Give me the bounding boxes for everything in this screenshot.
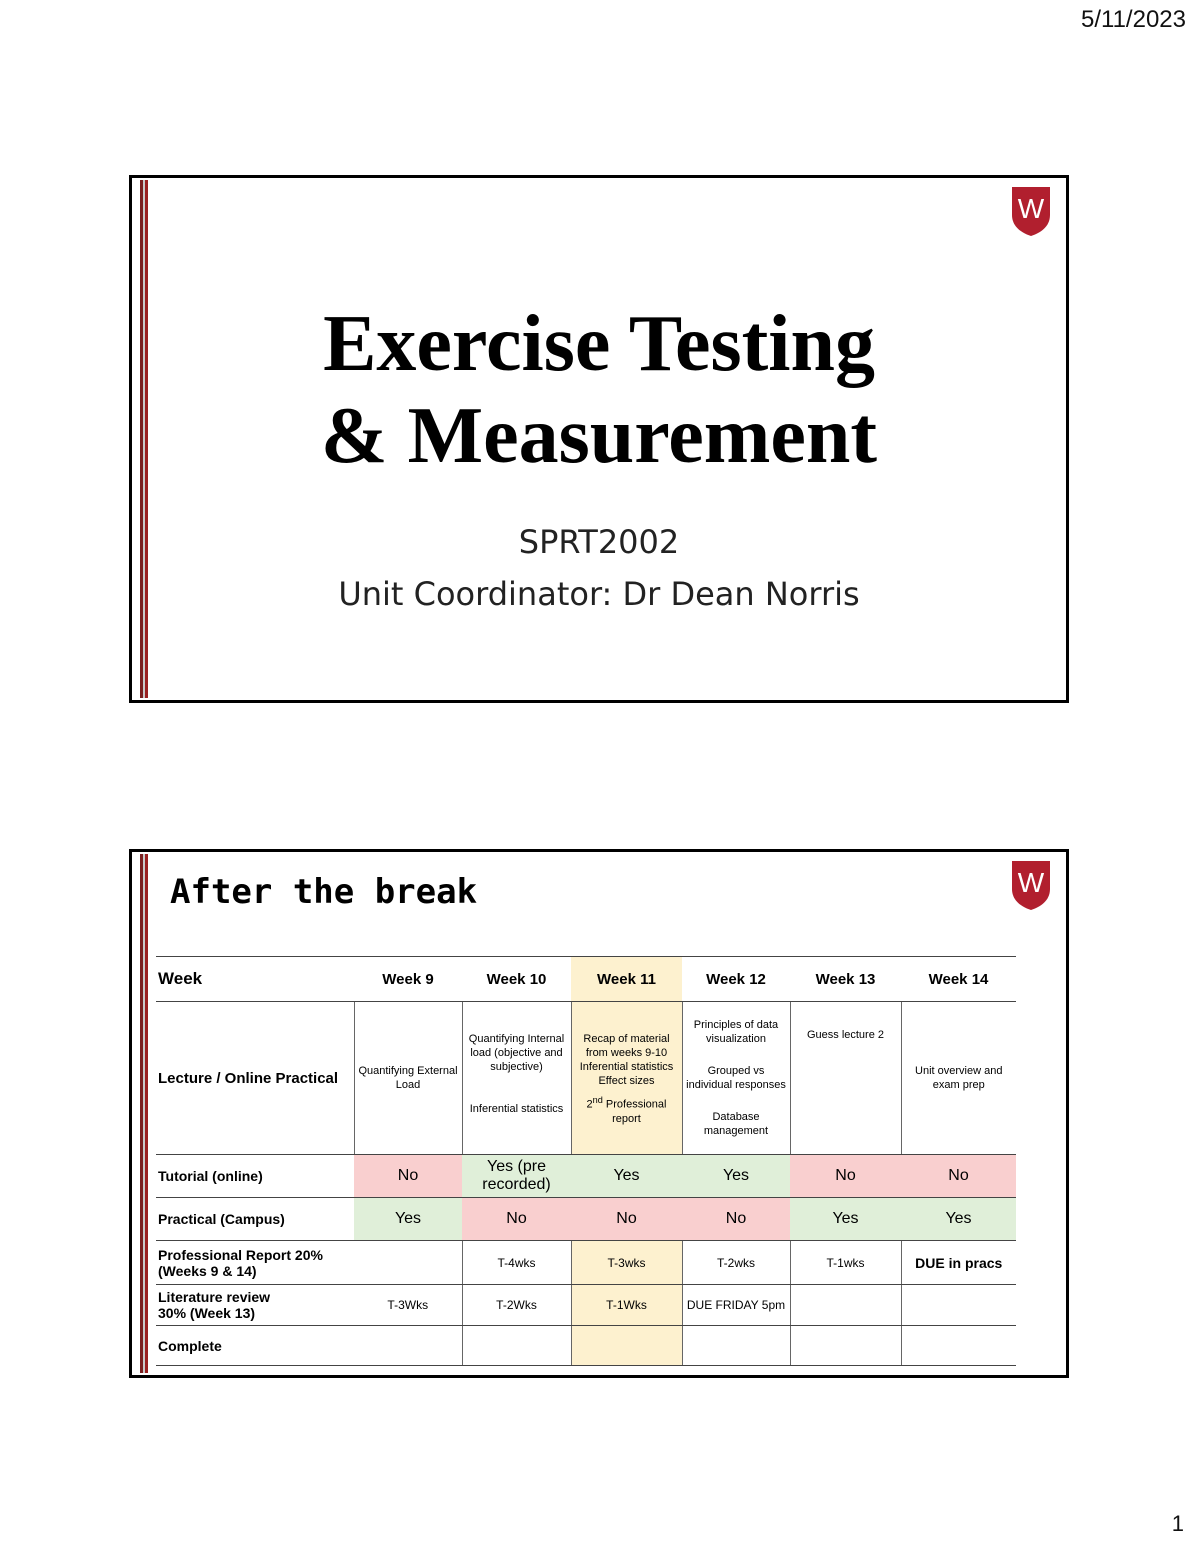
table-cell: No — [462, 1198, 571, 1241]
table-row-complete — [156, 1326, 1016, 1366]
cell-text: Principles of data visualization — [693, 1019, 779, 1045]
table-cell — [901, 1285, 1016, 1326]
row-label: Practical (Campus) — [156, 1198, 354, 1241]
unit-code: SPRT2002 — [518, 523, 680, 561]
university-shield-logo-icon — [1010, 185, 1052, 237]
slide-title: After the break — [170, 872, 478, 912]
table-cell: Unit overview and exam prep — [901, 1002, 1016, 1155]
university-shield-logo-icon — [1010, 859, 1052, 911]
table-cell: Yes — [790, 1198, 901, 1241]
header-cell: Week 11 — [571, 957, 682, 1002]
table-cell: Yes — [571, 1155, 682, 1198]
cell-text: 2nd Professional report — [586, 1095, 667, 1125]
table-cell — [682, 1326, 790, 1366]
table-cell — [462, 1326, 571, 1366]
table-cell: No — [901, 1155, 1016, 1198]
table-cell: T-3Wks — [354, 1285, 462, 1326]
schedule-slide — [129, 849, 1069, 1378]
slide-title — [132, 298, 1066, 482]
table-cell: No — [354, 1155, 462, 1198]
header-cell: Week — [156, 957, 354, 1002]
header-cell: Week 9 — [354, 957, 462, 1002]
table-cell — [354, 1241, 462, 1285]
table-cell: DUE in pracs — [901, 1241, 1016, 1285]
title-line-1: Exercise Testing — [323, 300, 875, 388]
svg-text:W: W — [1017, 193, 1045, 224]
table-cell: No — [682, 1198, 790, 1241]
header-cell: Week 14 — [901, 957, 1016, 1002]
table-row-literature-review — [156, 1285, 1016, 1326]
cell-text: Inferential statistics — [469, 1103, 564, 1115]
table-cell — [354, 1326, 462, 1366]
title-line-2: & Measurement — [320, 392, 878, 480]
table-cell — [462, 1002, 571, 1155]
slide-accent-bar — [140, 854, 148, 1373]
table-cell: Yes (pre recorded) — [462, 1155, 571, 1198]
table-cell: No — [790, 1155, 901, 1198]
page-date: 5/11/2023 — [1081, 6, 1186, 33]
table-row-professional-report — [156, 1241, 1016, 1285]
table-cell — [790, 1285, 901, 1326]
table-cell: T-2Wks — [462, 1285, 571, 1326]
schedule-table — [156, 956, 1016, 1366]
table-row-practical — [156, 1198, 1016, 1241]
table-cell: T-1wks — [790, 1241, 901, 1285]
table-cell — [790, 1326, 901, 1366]
slide-subtitle — [132, 516, 1066, 620]
table-cell: DUE FRIDAY 5pm — [682, 1285, 790, 1326]
table-cell: No — [571, 1198, 682, 1241]
cell-text: Recap of material from weeks 9-10 — [583, 1033, 670, 1059]
table-row-lecture — [156, 1002, 1016, 1155]
row-label: Tutorial (online) — [156, 1155, 354, 1198]
row-label: Professional Report 20% (Weeks 9 & 14) — [156, 1241, 354, 1285]
table-cell: T-3wks — [571, 1241, 682, 1285]
table-cell: Guess lecture 2 — [790, 1002, 901, 1155]
table-cell: T-1Wks — [571, 1285, 682, 1326]
header-cell: Week 13 — [790, 957, 901, 1002]
cell-text: Grouped vs individual responses — [686, 1065, 786, 1091]
table-cell — [901, 1326, 1016, 1366]
table-header-row — [156, 957, 1016, 1002]
table-cell: Yes — [682, 1155, 790, 1198]
svg-text:W: W — [1017, 867, 1045, 898]
header-cell: Week 12 — [682, 957, 790, 1002]
row-label: Complete — [156, 1326, 354, 1366]
cell-text: Effect sizes — [598, 1075, 655, 1087]
table-row-tutorial — [156, 1155, 1016, 1198]
unit-coordinator: Unit Coordinator: Dr Dean Norris — [338, 575, 860, 613]
row-label: Literature review 30% (Week 13) — [156, 1285, 354, 1326]
header-cell: Week 10 — [462, 957, 571, 1002]
table-cell: Quantifying External Load — [354, 1002, 462, 1155]
table-cell: Yes — [901, 1198, 1016, 1241]
page-number: 1 — [1171, 1511, 1184, 1536]
cell-text: Inferential statistics — [579, 1061, 674, 1073]
table-cell — [571, 1326, 682, 1366]
cell-text: Quantifying Internal load (objective and subjective) — [468, 1033, 565, 1073]
row-label: Lecture / Online Practical — [156, 1002, 354, 1155]
table-cell: Yes — [354, 1198, 462, 1241]
cell-text: Database management — [703, 1111, 769, 1137]
title-slide — [129, 175, 1069, 703]
table-cell: T-4wks — [462, 1241, 571, 1285]
table-cell — [571, 1002, 682, 1155]
table-cell — [682, 1002, 790, 1155]
table-cell: T-2wks — [682, 1241, 790, 1285]
